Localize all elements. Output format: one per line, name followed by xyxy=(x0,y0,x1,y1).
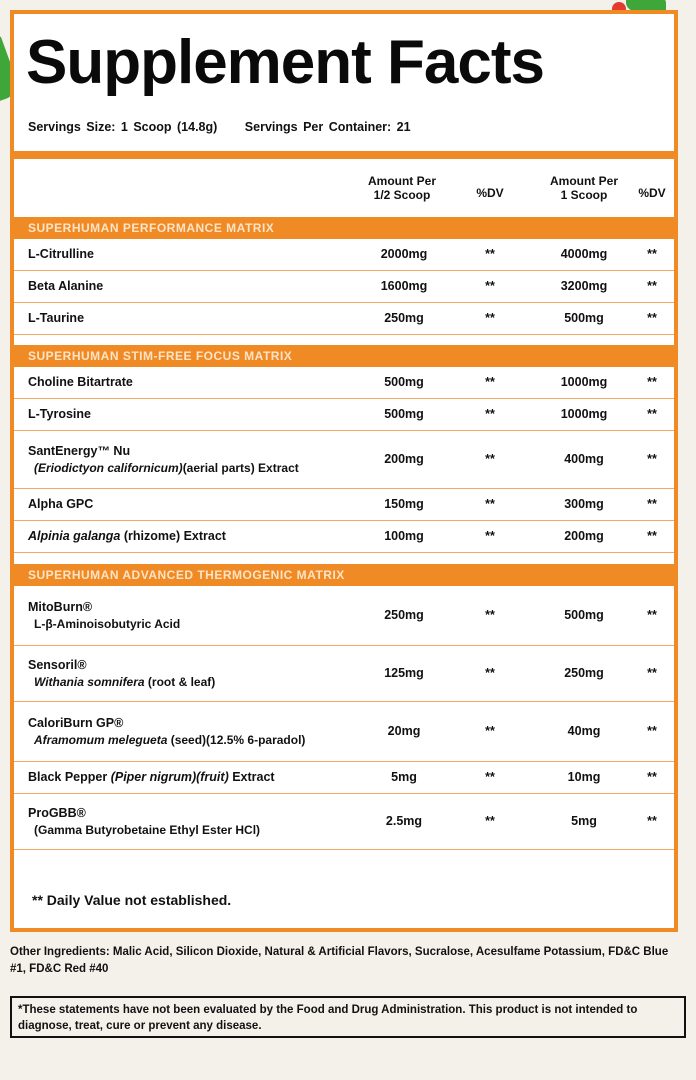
ingredient-name xyxy=(28,715,305,749)
ingredient-label: SantEnergy™ Nu xyxy=(28,444,131,458)
dv-full: ** xyxy=(647,666,657,680)
ingredient-label: L-Tyrosine xyxy=(28,407,91,421)
ingredient-name xyxy=(28,769,275,786)
ingredient-name xyxy=(28,278,103,295)
section-header: SUPERHUMAN ADVANCED THERMOGENIC MATRIX xyxy=(14,564,674,586)
dv-half: ** xyxy=(485,814,495,828)
divider-bar xyxy=(14,151,674,159)
ingredient-detail-text: (Gamma Butyrobetaine Ethyl Ester HCl) xyxy=(34,823,261,837)
table-row xyxy=(14,399,674,431)
supplement-facts-panel xyxy=(10,10,678,932)
amount-full: 3200mg xyxy=(560,279,608,293)
amount-half: 500mg xyxy=(384,375,424,389)
dv-full: ** xyxy=(647,311,657,325)
ingredient-label: Black Pepper xyxy=(28,770,111,784)
dv-full: ** xyxy=(647,770,657,784)
ingredient-detail xyxy=(28,823,260,837)
ingredient-name xyxy=(28,443,299,477)
amount-full: 250mg xyxy=(564,666,604,680)
dv-full: ** xyxy=(647,407,657,421)
ingredient-italic: Alpinia galanga xyxy=(28,529,121,543)
amount-full: 500mg xyxy=(564,311,604,325)
amount-half: 5mg xyxy=(391,770,417,784)
dv-half: ** xyxy=(485,279,495,293)
dv-full: ** xyxy=(647,529,657,543)
ingredient-name xyxy=(28,246,94,263)
ingredient-detail xyxy=(28,461,299,475)
serving-size: Servings Size: 1 Scoop (14.8g) xyxy=(28,120,218,134)
dv-half: ** xyxy=(485,497,495,511)
amount-half: 1600mg xyxy=(380,279,428,293)
ingredient-label: Choline Bitartrate xyxy=(28,375,133,389)
dv-full: ** xyxy=(647,814,657,828)
ingredient-suffix: (rhizome) Extract xyxy=(120,529,226,543)
ingredient-name xyxy=(28,599,180,633)
header-amount-full: Amount Per 1 Scoop xyxy=(549,174,618,202)
dv-full: ** xyxy=(647,724,657,738)
servings-per-container: Servings Per Container: 21 xyxy=(244,120,411,134)
ingredient-name xyxy=(28,805,260,839)
table-row xyxy=(14,521,674,553)
ingredient-detail-italic: Aframomum melegueta xyxy=(34,733,168,747)
amount-full: 4000mg xyxy=(560,247,608,261)
page-title: Supplement Facts xyxy=(26,28,544,97)
header-dv-half: %DV xyxy=(476,186,504,200)
amount-full: 40mg xyxy=(567,724,601,738)
dv-half: ** xyxy=(485,770,495,784)
amount-full: 1000mg xyxy=(560,375,608,389)
table-row xyxy=(14,586,674,646)
dv-half: ** xyxy=(485,724,495,738)
amount-half: 20mg xyxy=(387,724,421,738)
section-header: SUPERHUMAN STIM-FREE FOCUS MATRIX xyxy=(14,345,674,367)
table-row xyxy=(14,303,674,335)
dv-half: ** xyxy=(485,407,495,421)
ingredient-label: Sensoril® xyxy=(28,658,87,672)
dv-half: ** xyxy=(485,666,495,680)
amount-half: 200mg xyxy=(384,452,424,466)
ingredient-name xyxy=(28,528,226,545)
ingredient-name xyxy=(28,496,93,513)
amount-half: 250mg xyxy=(384,311,424,325)
ingredient-label: Alpha GPC xyxy=(28,497,94,511)
dv-full: ** xyxy=(647,247,657,261)
ingredient-name xyxy=(28,406,91,423)
ingredient-detail-text: (aerial parts) Extract xyxy=(182,461,299,475)
ingredient-detail xyxy=(28,675,215,689)
dv-half: ** xyxy=(485,247,495,261)
table-row xyxy=(14,271,674,303)
amount-full: 500mg xyxy=(564,608,604,622)
table-row xyxy=(14,646,674,702)
amount-full: 300mg xyxy=(564,497,604,511)
ingredient-detail-text: (seed)(12.5% 6-paradol) xyxy=(167,733,306,747)
ingredient-name xyxy=(28,374,133,391)
ingredient-name xyxy=(28,657,215,691)
ingredient-label: MitoBurn® xyxy=(28,600,93,614)
dv-half: ** xyxy=(485,452,495,466)
dv-full: ** xyxy=(647,375,657,389)
amount-half: 2000mg xyxy=(380,247,428,261)
other-ingredients: Other Ingredients: Malic Acid, Silicon Dioxide, Natural & Artificial Flavors, Sucralose, Acesulfame Potassium, FD&C Blue #1, FD&C Red #40 xyxy=(10,946,669,975)
ingredient-label: L-Citrulline xyxy=(28,247,94,261)
amount-half: 2.5mg xyxy=(385,814,423,828)
ingredient-detail xyxy=(28,617,180,631)
ingredient-detail-text: (root & leaf) xyxy=(144,675,216,689)
dv-full: ** xyxy=(647,608,657,622)
table-row xyxy=(14,762,674,794)
ingredient-detail-italic: Withania somnifera xyxy=(34,675,145,689)
dv-full: ** xyxy=(647,279,657,293)
table-row xyxy=(14,431,674,489)
dv-half: ** xyxy=(485,529,495,543)
amount-full: 1000mg xyxy=(560,407,608,421)
fda-disclaimer: *These statements have not been evaluated by the Food and Drug Administration. This product is not intended to diagnose, treat, cure or prevent any disease. xyxy=(10,996,686,1038)
ingredient-detail xyxy=(28,733,305,747)
dv-half: ** xyxy=(485,608,495,622)
ingredient-detail-italic: (Eriodictyon californicum) xyxy=(34,461,183,475)
ingredient-name xyxy=(28,310,84,327)
section-header: SUPERHUMAN PERFORMANCE MATRIX xyxy=(14,217,674,239)
table-row xyxy=(14,367,674,399)
amount-full: 400mg xyxy=(564,452,604,466)
ingredient-label: L-Taurine xyxy=(28,311,85,325)
serving-info xyxy=(28,120,433,134)
dv-full: ** xyxy=(647,452,657,466)
amount-half: 150mg xyxy=(384,497,424,511)
amount-half: 100mg xyxy=(384,529,424,543)
ingredient-label: Beta Alanine xyxy=(28,279,104,293)
table-row xyxy=(14,794,674,850)
dv-half: ** xyxy=(485,375,495,389)
ingredient-italic: (Piper nigrum)(fruit) xyxy=(110,770,229,784)
table-row xyxy=(14,239,674,271)
amount-half: 125mg xyxy=(384,666,424,680)
ingredient-suffix: Extract xyxy=(228,770,275,784)
table-row xyxy=(14,489,674,521)
amount-full: 10mg xyxy=(567,770,601,784)
ingredient-detail-text: L-β-Aminoisobutyric Acid xyxy=(34,617,181,631)
dv-full: ** xyxy=(647,497,657,511)
amount-half: 250mg xyxy=(384,608,424,622)
ingredient-label: CaloriBurn GP® xyxy=(28,716,124,730)
daily-value-footnote: ** Daily Value not established. xyxy=(32,892,232,908)
amount-full: 200mg xyxy=(564,529,604,543)
amount-full: 5mg xyxy=(571,814,597,828)
header-dv-full: %DV xyxy=(638,186,666,200)
amount-half: 500mg xyxy=(384,407,424,421)
table-row xyxy=(14,702,674,762)
dv-half: ** xyxy=(485,311,495,325)
header-amount-half: Amount Per 1/2 Scoop xyxy=(367,174,436,202)
ingredient-label: ProGBB® xyxy=(28,806,86,820)
